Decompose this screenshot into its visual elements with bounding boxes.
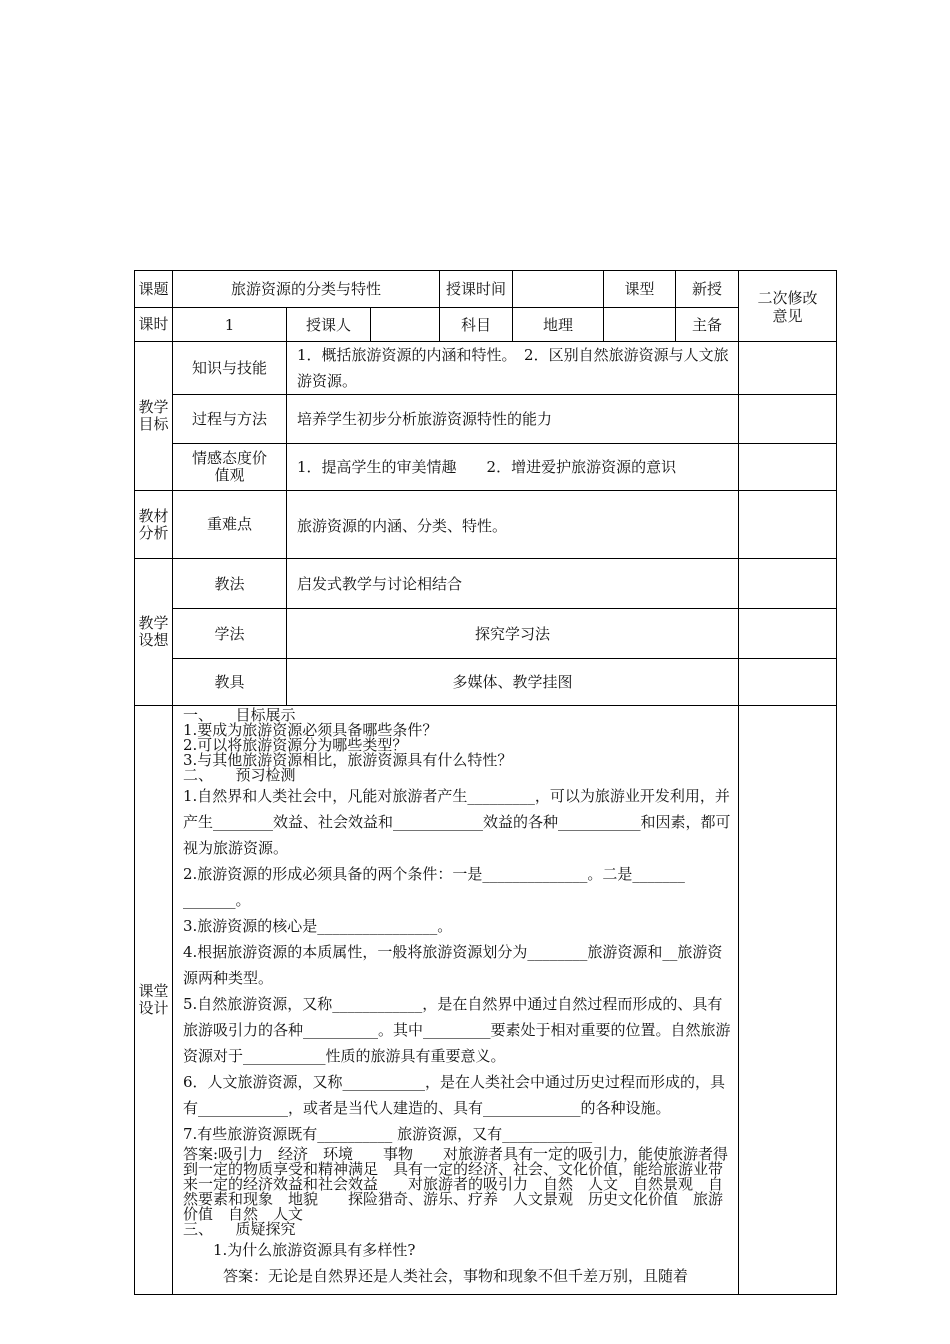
time-value: [513, 271, 604, 308]
design-label: 教学设想: [135, 559, 173, 706]
objective-name: 知识与技能: [173, 342, 287, 395]
period-label: 课时: [135, 308, 173, 342]
method-content: 多媒体、教学挂图: [287, 659, 739, 706]
period-value: 1: [173, 308, 287, 342]
revision-cell: [739, 491, 837, 559]
analysis-content: 旅游资源的内涵、分类、特性。: [287, 491, 739, 559]
goal-item: 1.要成为旅游资源必须具备哪些条件？: [183, 721, 438, 739]
revision-cell: [739, 395, 837, 444]
revision-cell: [739, 342, 837, 395]
question: 7.有些旅游资源既有__________ 旅游资源，又有____________: [183, 1125, 593, 1143]
objectives-label: 教学目标: [135, 342, 173, 491]
objective-name: 情感态度价值观: [173, 444, 287, 491]
method-content: 启发式教学与讨论相结合: [287, 559, 739, 609]
revision-label: [739, 271, 837, 342]
inquiry-answer: 答案：无论是自然界还是人类社会，事物和现象不但千差万别，且随着: [223, 1267, 689, 1285]
analysis-label: 教材分析: [135, 491, 173, 559]
section-heading: 一、 目标展示: [183, 706, 296, 724]
method-name: 学法: [173, 609, 287, 659]
answer-block: 答案:吸引力 经济 环境 事物 对旅游者具有一定的吸引力，能使旅游者得到一定的物质享受和精神满足 具有一定的经济、社会、文化价值，能给旅游业带来一定的经济效益和社会效益 对旅游者的吸引力 自然 人文 自然景观 自然要素和现象 地貌 探险猎奇、游乐、疗养 人文景观 历史文化价值 旅游价值 自然 人文: [183, 1145, 729, 1223]
revision-cell: [739, 444, 837, 491]
course-title: 旅游资源的分类与特性: [173, 271, 440, 308]
subject-label: 科目: [440, 308, 513, 342]
objective-content: 培养学生初步分析旅游资源特性的能力: [287, 395, 739, 444]
question: 1.自然界和人类社会中，凡能对旅游者产生_________，可以为旅游业开发利用，并产生________效益、社会效益和____________效益的各种___________和因素，都可视为旅游资源。: [183, 787, 731, 857]
question: 2.旅游资源的形成必须具备的两个条件：一是______________。二是_______ _______。: [183, 865, 685, 909]
objective-content: 1．概括旅游资源的内涵和特性。 2．区别自然旅游资源与人文旅游资源。: [287, 342, 739, 395]
empty-cell: [604, 308, 676, 342]
subject-value: 地理: [513, 308, 604, 342]
classroom-content: [173, 706, 739, 1295]
section-heading: 三、 质疑探究: [183, 1220, 296, 1238]
type-value: 新授: [676, 271, 739, 308]
revision-label-text: 二次修改意见: [757, 289, 818, 325]
teacher-value: [371, 308, 440, 342]
question: 5.自然旅游资源，又称____________，是在自然界中通过自然过程而形成的、具有旅游吸引力的各种__________。其中_________要素处于相对重要的位置。自然旅游资源对于___________性质的旅游具有重要意义。: [183, 995, 731, 1065]
lesson-plan-table: [134, 270, 837, 1295]
method-name: 教具: [173, 659, 287, 706]
revision-cell: [739, 559, 837, 609]
teacher-label: 授课人: [287, 308, 371, 342]
question: 6．人文旅游资源，又称___________，是在人类社会中通过历史过程而形成的，具有____________，或者是当代人建造的、具有_____________的各种设施。: [183, 1073, 726, 1117]
question: 4.根据旅游资源的本质属性，一般将旅游资源划分为________旅游资源和__旅游资源两种类型。: [183, 943, 723, 987]
revision-cell: [739, 609, 837, 659]
classroom-label: 课堂设计: [135, 706, 173, 1295]
prep-label: 主备: [676, 308, 739, 342]
revision-cell: [739, 706, 837, 1295]
revision-cell: [739, 659, 837, 706]
method-name: 教法: [173, 559, 287, 609]
time-label: 授课时间: [440, 271, 513, 308]
course-label: 课题: [135, 271, 173, 308]
method-content: 探究学习法: [287, 609, 739, 659]
objective-content: 1．提高学生的审美情趣 2．增进爱护旅游资源的意识: [287, 444, 739, 491]
inquiry-question: 1.为什么旅游资源具有多样性?: [213, 1241, 416, 1259]
goal-item: 3.与其他旅游资源相比，旅游资源具有什么特性？: [183, 751, 513, 769]
objective-name: 过程与方法: [173, 395, 287, 444]
section-heading: 二、 预习检测: [183, 766, 296, 784]
analysis-name: 重难点: [173, 491, 287, 559]
question: 3.旅游资源的核心是________________。: [183, 917, 453, 935]
goal-item: 2.可以将旅游资源分为哪些类型？: [183, 736, 408, 754]
type-label: 课型: [604, 271, 676, 308]
